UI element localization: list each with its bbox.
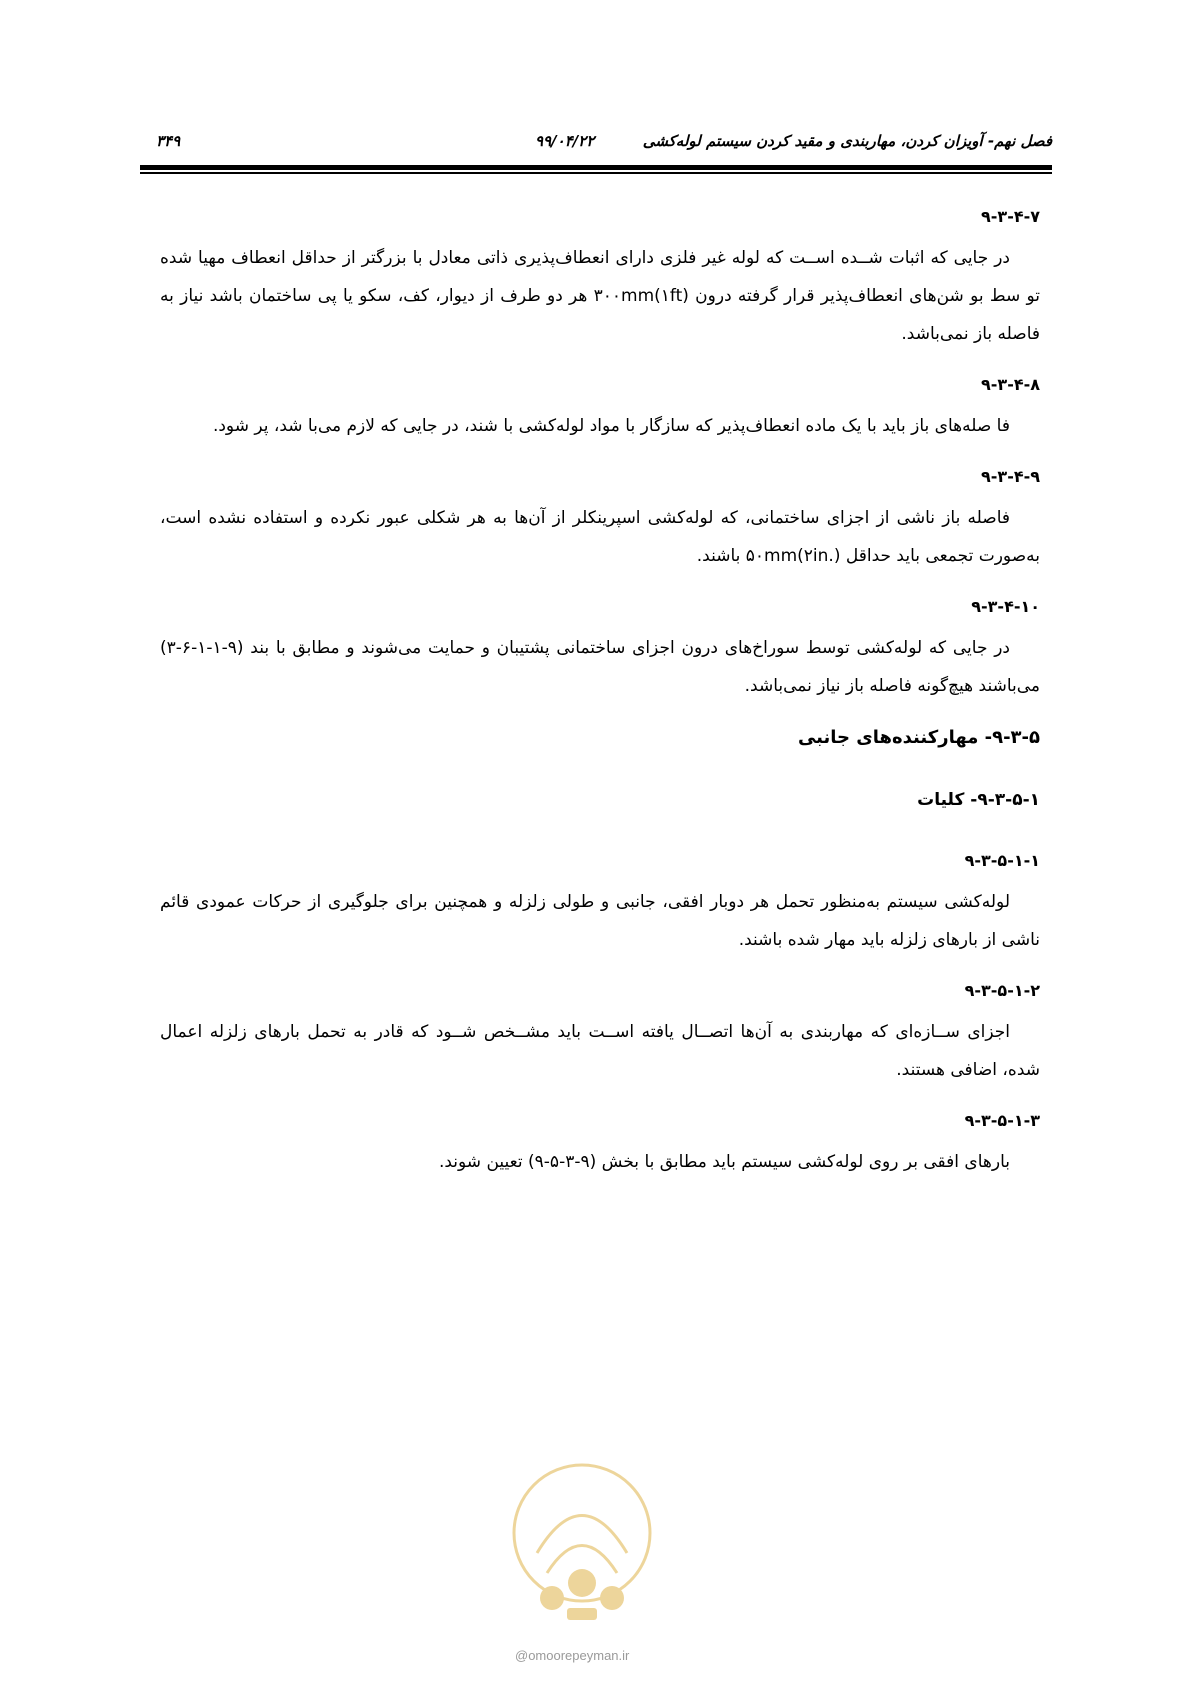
section-number: ۹-۳-۴-۷	[981, 207, 1040, 226]
section-number: ۹-۳-۴-۸	[981, 375, 1040, 394]
section-paragraph: در جایی که اثبات شــده اســت که لوله غیر فلزی دارای انعطاف‌پذیری ذاتی معادل با بزرگتر از حداقل انعطاف مهیا شده تو سط بو شن‌های انعطاف‌پذیر قرار گرفته درون ۳۰۰mm(۱ft) هر دو طرف از دیوار، کف، سکو یا پی ساختمان باشد نیاز به فاصله باز نمی‌باشد.	[160, 248, 1040, 344]
chapter-title: فصل نهم- آویزان کردن، مهاربندی و مقید کردن سیستم لوله‌کشی	[642, 132, 1052, 150]
section-paragraph: فا صله‌های باز باید با یک ماده انعطاف‌پذیر که سازگار با مواد لوله‌کشی با شند، در جایی که لازم می‌با شد، پر شود.	[212, 416, 1010, 436]
section-9-3-4-10	[160, 595, 1040, 705]
section-number: ۹-۳-۵-۱-۱	[964, 851, 1040, 870]
page-header	[140, 128, 1052, 164]
heading-general: ۹-۳-۵-۱- کلیات	[917, 790, 1040, 810]
section-9-3-5-1-3	[160, 1109, 1040, 1181]
section-paragraph: لوله‌کشی سیستم به‌منظور تحمل هر دوبار افقی، جانبی و طولی زلزله و همچنین برای جلوگیری از حرکات عمودی قائم ناشی از بارهای زلزله باید مهار شده باشند.	[160, 892, 1040, 950]
document-body	[160, 205, 1040, 1201]
heading-lateral-restraints: ۹-۳-۵- مهارکننده‌های جانبی	[797, 727, 1040, 748]
page-number: ۳۴۹	[156, 132, 181, 150]
section-number: ۹-۳-۴-۱۰	[971, 597, 1040, 616]
header-date: ۹۹/۰۴/۲۲	[535, 132, 595, 150]
section-paragraph: در جایی که لوله‌کشی توسط سوراخ‌های درون اجزای ساختمانی پشتیبان و حمایت می‌شوند و مطابق با بند (۹-۱-۱-۶-۳) می‌باشند هیچ‌گونه فاصله باز نیاز نمی‌باشد.	[160, 638, 1040, 696]
section-number: ۹-۳-۵-۱-۳	[964, 1111, 1040, 1130]
watermark-site: @omoorepeyman.ir	[515, 1648, 630, 1663]
header-rule-thick	[140, 165, 1052, 170]
section-9-3-4-9	[160, 465, 1040, 575]
header-rule-thin	[140, 172, 1052, 174]
section-9-3-5-1-1	[160, 849, 1040, 959]
section-paragraph: اجزای ســازه‌ای که مهاربندی به آن‌ها اتصــال یافته اســت باید مشــخص شــود که قادر به تحمل بارهای زلزله اعمال شده، اضافی هستند.	[160, 1022, 1040, 1080]
section-9-3-4-7	[160, 205, 1040, 353]
section-9-3-4-8	[160, 373, 1040, 445]
watermark-logo	[507, 1458, 657, 1648]
section-number: ۹-۳-۴-۹	[981, 467, 1040, 486]
section-paragraph: فاصله باز ناشی از اجزای ساختمانی، که لوله‌کشی اسپرینکلر از آن‌ها به هر شکلی عبور نکرده و استفاده نشده است، به‌صورت تجمعی باید حداقل ۵۰mm(۲in.) باشند.	[160, 508, 1040, 566]
section-paragraph: بارهای افقی بر روی لوله‌کشی سیستم باید مطابق با بخش (۹-۳-۵-۹) تعیین شوند.	[438, 1152, 1010, 1172]
section-9-3-5-1-2	[160, 979, 1040, 1089]
section-number: ۹-۳-۵-۱-۲	[964, 981, 1040, 1000]
